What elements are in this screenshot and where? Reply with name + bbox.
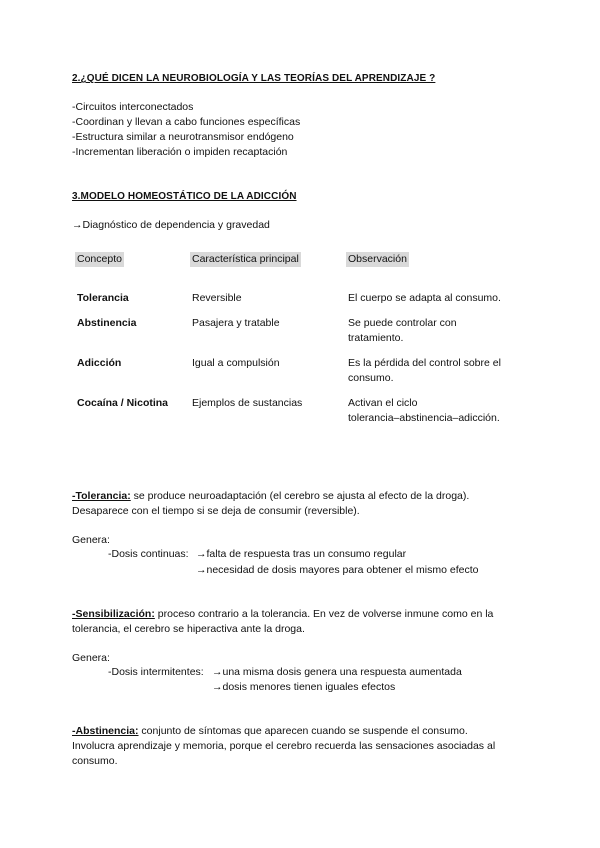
table-cell-concept: Abstinencia: [77, 317, 137, 329]
table-cell-observation-cont: tolerancia–abstinencia–adicción.: [348, 412, 500, 424]
section-3-subtitle: →Diagnóstico de dependencia y gravedad: [72, 219, 270, 231]
bullet-item: -Coordinan y llevan a cabo funciones específicas: [72, 116, 301, 128]
sensibilizacion-dosis-label: -Dosis intermitentes:: [108, 666, 204, 678]
sensibilizacion-text-cont: tolerancia, el cerebro se hiperactiva ante la droga.: [72, 623, 305, 635]
table-cell-feature: Pasajera y tratable: [192, 317, 280, 329]
section-2-bullet-list: [72, 100, 300, 160]
tolerancia-effect: →necesidad de dosis mayores para obtener el mismo efecto: [196, 564, 479, 576]
table-cell-observation: Es la pérdida del control sobre el: [348, 357, 501, 369]
sensibilizacion-genera-label: Genera:: [72, 652, 110, 664]
table-header-feature: Característica principal: [192, 253, 299, 265]
table-cell-concept: Tolerancia: [77, 292, 129, 304]
table-cell-concept: Adicción: [77, 357, 122, 369]
tolerancia-dosis-label: -Dosis continuas:: [108, 548, 189, 560]
abstinencia-text-cont: consumo.: [72, 755, 118, 767]
abstinencia-text-cont: Involucra aprendizaje y memoria, porque el cerebro recuerda las sensaciones asociadas al: [72, 740, 496, 752]
table-cell-feature: Igual a compulsión: [192, 357, 280, 369]
bullet-item: -Incrementan liberación o impiden recaptación: [72, 146, 288, 158]
table-cell-observation: Activan el ciclo: [348, 397, 418, 409]
table-cell-observation-cont: consumo.: [348, 372, 394, 384]
tolerancia-text: se produce neuroadaptación (el cerebro se ajusta al efecto de la droga).: [130, 490, 470, 502]
tolerancia-text-cont: Desaparece con el tiempo si se deja de consumir (reversible).: [72, 505, 360, 517]
bullet-item: -Circuitos interconectados: [72, 101, 194, 113]
sensibilizacion-text: proceso contrario a la tolerancia. En vez de volverse inmune como en la: [154, 608, 494, 620]
sensibilizacion-effect: →dosis menores tienen iguales efectos: [212, 681, 396, 693]
tolerancia-effect: →falta de respuesta tras un consumo regular: [196, 548, 407, 560]
sensibilizacion-effect: →una misma dosis genera una respuesta aumentada: [212, 666, 462, 678]
table-cell-observation: El cuerpo se adapta al consumo.: [348, 292, 501, 304]
abstinencia-term: -Abstinencia:: [72, 725, 139, 737]
table-cell-feature: Reversible: [192, 292, 242, 304]
tolerancia-genera-label: Genera:: [72, 534, 110, 546]
section-3-heading: 3.MODELO HOMEOSTÁTICO DE LA ADICCIÓN: [72, 191, 297, 202]
table-cell-feature: Ejemplos de sustancias: [192, 397, 303, 409]
sensibilizacion-term: -Sensibilización:: [72, 608, 155, 620]
sensibilizacion-paragraph: [72, 607, 532, 637]
abstinencia-paragraph: [72, 724, 542, 769]
table-cell-observation-cont: tratamiento.: [348, 332, 404, 344]
tolerancia-term: -Tolerancia:: [72, 490, 131, 502]
table-header-concept: Concepto: [77, 253, 122, 265]
table-cell-concept: Cocaína / Nicotina: [77, 397, 169, 409]
tolerancia-paragraph: [72, 489, 532, 519]
table-cell-observation: Se puede controlar con: [348, 317, 457, 329]
abstinencia-text: conjunto de síntomas que aparecen cuando se suspende el consumo.: [138, 725, 468, 737]
bullet-item: -Estructura similar a neurotransmisor endógeno: [72, 131, 294, 143]
table-header-observation: Observación: [348, 253, 407, 265]
section-2-heading: 2.¿QUÉ DICEN LA NEUROBIOLOGÍA Y LAS TEORÍAS DEL APRENDIZAJE ?: [72, 73, 436, 84]
